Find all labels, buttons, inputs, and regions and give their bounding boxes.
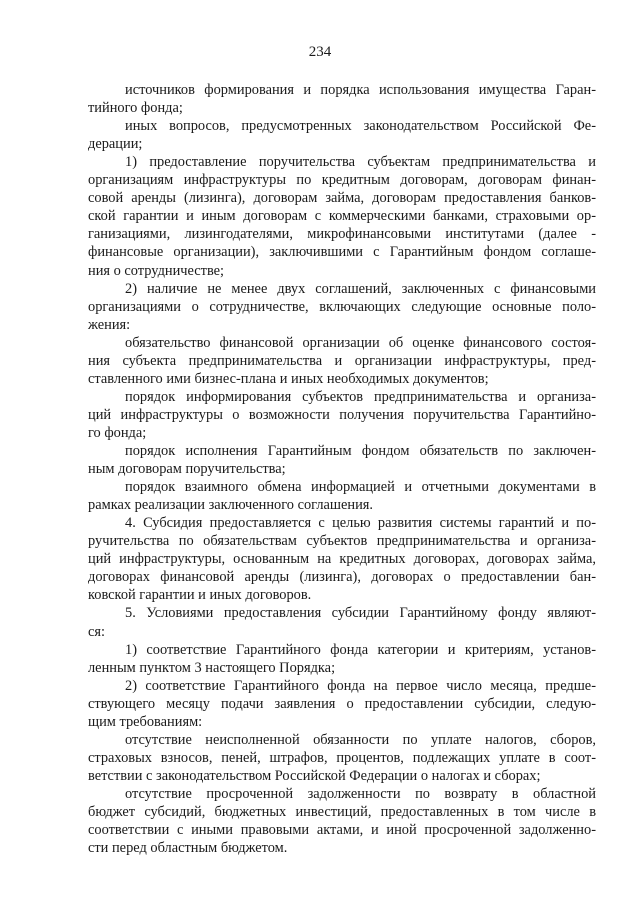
text-line: щим требованиям: [88,713,203,730]
text-line: ций инфраструктуры, основанным на кредитных договорах, договорах займа, [88,551,596,568]
page-number: 234 [308,44,332,60]
text-line: отсутствие просроченной задолженности по возврату в областной [125,785,596,802]
text-line: ния о сотрудничестве; [88,262,225,279]
text-line: дерации; [88,136,143,153]
text-line: ций инфраструктуры о возможности получения поручительства Гарантийно- [88,406,596,423]
text-line: ставленного ими бизнес-плана и иных необходимых документов; [88,370,489,387]
text-line: ручительства по обязательствам субъектов предпринимательства и организа- [88,533,596,550]
text-line: жения: [88,316,131,333]
text-line: организациями о сотрудничестве, включающих следующие основные поло- [88,298,596,315]
text-line: 1) предоставление поручительства субъектам предпринимательства и [125,154,596,171]
text-line: порядок исполнения Гарантийным фондом обязательств по заключен- [125,443,596,459]
text-line: отсутствие неисполненной обязанности по уплате налогов, сборов, [125,731,596,748]
text-line: страховых взносов, пеней, штрафов, процентов, подлежащих уплате в соот- [88,749,596,766]
text-line: 2) соответствие Гарантийного фонда на первое число месяца, предше- [125,677,596,694]
text-line: соответствии с иными правовыми актами, и иной просроченной задолженно- [88,822,596,839]
text-line: 5. Условиями предоставления субсидии Гарантийному фонду являют- [125,605,596,622]
text-line: ганизациями, лизингодателями, микрофинансовыми институтами (далее - [88,226,596,243]
text-line: бюджет субсидий, бюджетных инвестиций, предоставленных в том числе в [88,804,596,820]
text-line: иных вопросов, предусмотренных законодательством Российской Фе- [125,118,596,135]
text-line: 4. Субсидия предоставляется с целью развития системы гарантий и по- [125,515,596,532]
text-line: ковской гарантии и иных договоров. [88,587,312,604]
text-line: сти перед областным бюджетом. [88,840,288,857]
text-line: порядок информирования субъектов предпринимательства и организа- [125,388,596,405]
text-line: договорах финансовой аренды (лизинга), договорах о предоставлении бан- [88,569,596,586]
text-line: рамках реализации заключенного соглашения. [88,497,373,514]
text-line: обязательство финансовой организации об оценке финансового состоя- [125,334,596,351]
text-line: го фонда; [88,424,147,441]
text-line: ния субъекта предпринимательства и организации инфраструктуры, пред- [88,352,596,369]
text-line: 1) соответствие Гарантийного фонда категории и критериям, установ- [125,641,596,658]
text-line: ным договорам поручительства; [88,461,286,478]
text-line: ствующего месяцу подачи заявления о предоставлении субсидии, следую- [88,695,596,712]
text-line: совой аренды (лизинга), договорам займа, договорам предоставления банков- [88,190,596,207]
text-line: ся: [88,623,106,640]
text-line: порядок взаимного обмена информацией и отчетными документами в [125,479,596,496]
text-line: ленным пунктом 3 настоящего Порядка; [88,659,336,676]
text-line: финансовые организации), заключившими с Гарантийным фондом соглаше- [88,244,596,261]
text-line: ской гарантии и иным договорам с коммерческими банками, страховыми ор- [88,208,596,225]
text-line: ветствии с законодательством Российской Федерации о налогах и сборах; [88,767,541,784]
text-line: 2) наличие не менее двух соглашений, заключенных с финансовыми [125,280,596,297]
text-line: организациям инфраструктуры по кредитным договорам, договорам финан- [88,172,596,189]
text-line: тийного фонда; [88,100,183,117]
text-line: источников формирования и порядка использования имущества Гаран- [125,82,596,98]
